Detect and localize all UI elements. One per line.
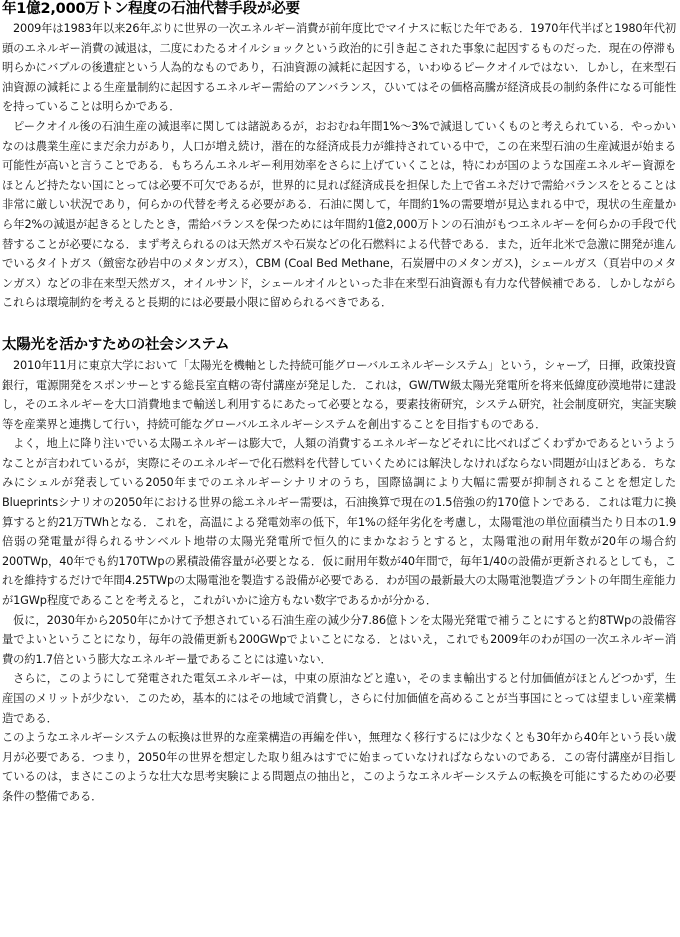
paragraph: 2009年は1983年以来26年ぶりに世界の一次エネルギー消費が前年度比でマイナスに転じた年である．1970年代半ばと1980年代初頭のエネルギー消費の減退は，二度にわたるオイルショックという政治的に引き起こされた事象に起因するものだった．現在の停滞も明らかにバブルの後遺症という人為的なものであり，石油資源の減耗に起因する，いわゆるピークオイルではない．しかし，在来型石油資源の減耗による生産量制約に起因するエネルギー需給のアンバランス，ひいてはその価格高騰が経済成長の制約条件になる可能性を持っていることは明らかである． xyxy=(2,22,676,114)
section-solar-social-system xyxy=(2,336,676,807)
section-heading: 太陽光を活かすための社会システム xyxy=(2,336,230,353)
paragraph: 2010年11月に東京大学において「太陽光を機軸とした持続可能グローバルエネルギーシステム」という，シャープ，日揮，政策投資銀行，電源開発をスポンサーとする総長室直轄の寄付講座が発足した．これは，GW/TW級太陽光発電所を将来低緯度砂漠地帯に建設し，そのエネルギーを大口消費地まで輸送し利用するにあたって必要となる，要素技術研究，システム研究，社会制度研究，実証実験等を産業界と連携して行い，持続可能なグローバルエネルギーシステムを創出することを目指すものである． xyxy=(2,358,676,431)
paragraph: 仮に，2030年から2050年にかけて予想されている石油生産の減少分7.86億トンを太陽光発電で補うことにすると約8TWpの設備容量でよいということになり，毎年の設備更新も200GWpでよいことになる．とはいえ，これでも2009年のわが国の一次エネルギー消費の約1.7倍という膨大なエネルギー量であることには違いない． xyxy=(2,613,676,666)
paragraph: このようなエネルギーシステムの転換は世界的な産業構造の再編を伴い，無理なく移行するには少なくとも30年から40年という長い歳月が必要である．つまり，2050年の世界を想定した取り組みはすでに始まっていなければならないのである．この寄付講座が目指しているのは，まさにこのような壮大な思考実験による問題点の抽出と，このようなエネルギーシステムの転換を可能にするための必要条件の整備である． xyxy=(2,731,676,803)
paragraph: ピークオイル後の石油生産の減退率に関しては諸説あるが，おおむね年間1%～3%で減退していくものと考えられている．やっかいなのは農業生産にまだ余力があり，人口が増え続け，潜在的な経済成長力が維持されている中で，この在来型石油の生産減退が始まる可能性が高いと言うことである．もちろんエネルギー利用効率をさらに上げていくことは，特にわが国のような国産エネルギー資源をほとんど持たない国にとっては必要不可欠であるが，世界的に見れば経済成長を担保した上で省エネだけで需給バランスをとることは非常に厳しい状況であり，何らかの代替を考える必要がある．石油に関して，年間約1%の需要増が見込まれる中で，現状の生産量から年2%の減退が起きるとしたとき，需給バランスを保つためには年間約1億2,000万トンの石油がもつエネルギーを何らかの手段で代替することが必要になる．まず考えられるのは天然ガスや石炭などの化石燃料による代替である．また，近年北米で急激に開発が進んでいるタイトガス（緻密な砂岩中のメタンガス），CBM (Coal Bed Methane，石炭層中のメタンガス)，シェールガス（頁岩中のメタンガス）などの非在来型天然ガス，オイルサンド，シェールオイルといった非在来型石油資源も有力な代替候補である．しかしながらこれらは環境制約を考えると長期的には必要最小限に留められるべきである． xyxy=(2,119,676,310)
paragraph: さらに，このようにして発電された電気エネルギーは，中東の原油などと違い，そのまま輸出すると付加価値がほとんどつかず，生産国のメリットが少ない．このため，基本的にはその地域で消費し，さらに付加価値を高めることが当事国にとっては望ましい産業構造である． xyxy=(2,672,676,725)
section-heading: 年1億2,000万トン程度の石油代替手段が必要 xyxy=(2,1,300,17)
section-oil-substitute xyxy=(2,0,676,313)
paragraph: よく，地上に降り注いでいる太陽エネルギーは膨大で，人類の消費するエネルギーなどそれに比べればごくわずかであるというようなことが言われているが，実際にそのエネルギーで化石燃料を代替していくためには解決しなければならない問題が山ほどある．ちなみにシェルが発表している2050年までのエネルギーシナリオのうち，国際協調により大幅に需要が抑制されることを想定したBlueprintsシナリオの2050年における世界の総エネルギー需要は，石油換算で現在の1.5倍強の約170億トンである．これは電力に換算すると約21万TWhとなる．これを，高温による発電効率の低下，年1%の経年劣化を考慮し，太陽電池の単位面積当たり日本の1.9倍弱の発電量が得られるサンベルト地帯の太陽光発電所で恒久的にまかなおうとすると，太陽電池の耐用年数が20年の場合約200TWp，40年でも約170TWpの累積設備容量が必要となる．仮に耐用年数が40年間で，毎年1/40の設備が更新されるとしても，これを維持するだけで年間4.25TWpの太陽電池を製造する設備が必要である．わが国の最新最大の太陽電池製造プラントの年間生産能力が1GWp程度であることを考えると，これがいかに途方もない数字であるかが分かる． xyxy=(2,437,676,608)
